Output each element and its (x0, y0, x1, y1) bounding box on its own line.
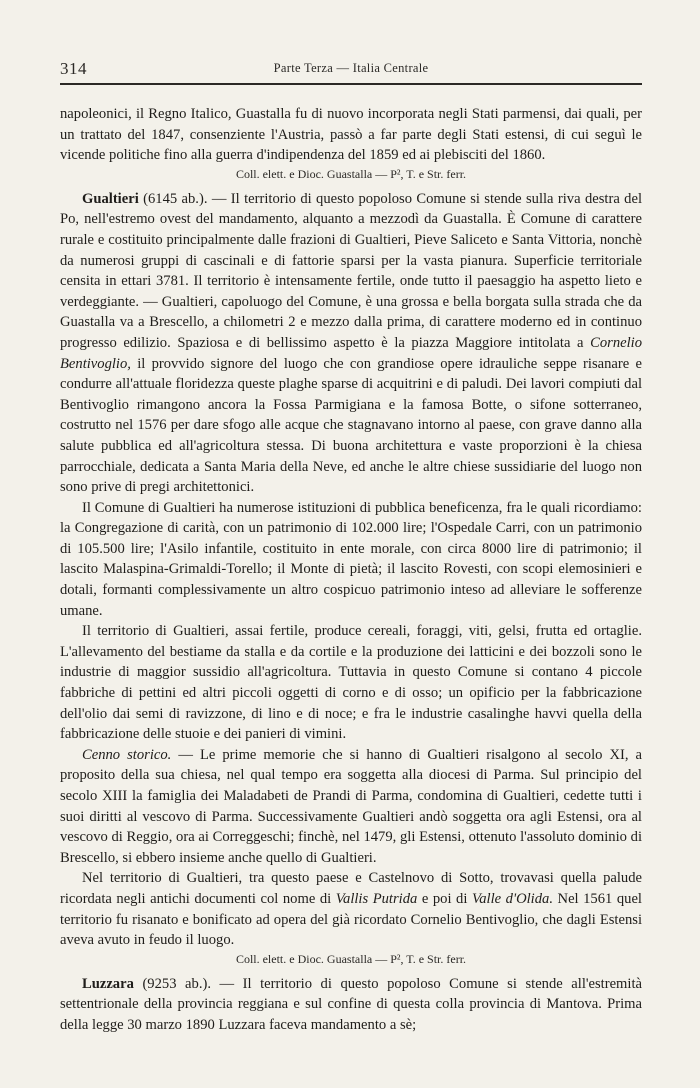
gualtieri-text-a: (6145 ab.). — Il territorio di questo popoloso Comune si stende sulla riva destra del Po, nell'estremo ovest del mandamento, alquanto a mezzodì da Guastalla. È Comune di carattere rurale e costituito principalmente dalle frazioni di Gualtieri, Pieve Saliceto e Santa Vittoria, nonchè da numerosi gruppi di cascinali e di fattorie sparsi per la vasta pianura. Superficie territoriale censita in ettari 3781. Il territorio è intensamente fertile, onde tutto il paesaggio ha aspetto lieto e verdeggiante. — Gualtieri, capoluogo del Comune, è una grossa e bella borgata sulla strada che da Guastalla va a Brescello, a chilometri 2 e mezzo dalla prima, di carattere moderno ed in continuo progresso edilizio. Spaziosa e di bellissimo aspetto è la piazza Maggiore intitolata a (60, 190, 642, 351)
luzzara-text: (9253 ab.). — Il territorio di questo popoloso Comune si stende all'estremità settentrionale della provincia reggiana e sul confine di questa colla provincia di Mantova. Prima della legge 30 marzo 1890 Luzzara faceva mandamento a sè; (60, 975, 642, 1033)
valle-olida: Valle d'Olida. (471, 890, 553, 907)
gualtieri-paragraph-1 (60, 189, 642, 498)
header-rule (60, 83, 642, 85)
gualtieri-title: Gualtieri (82, 190, 139, 207)
vallis-putrida: Vallis Putrida (335, 890, 418, 907)
gualtieri-paragraph-5 (60, 868, 642, 950)
gualtieri-paragraph-2: Il Comune di Gualtieri ha numerose istituzioni di pubblica beneficenza, fra le quali ricordiamo: la Congregazione di carità, con un patrimonio di 102.000 lire; l'Ospedale Carri, con un patrimonio di 105.500 lire; l'Asilo infantile, costituito in ente morale, con circa 8000 lire di patrimonio; il lascito Malaspina-Grimaldi-Torello; il Monte di pietà; il lascito Rovesti, con scopi elemosinieri e dotali, formanti complessivamente un altro cospicuo patrimonio inteso ad alleviare le sofferenze umane. (60, 499, 642, 619)
luzzara-paragraph (60, 974, 642, 1036)
intro-paragraph: napoleonici, il Regno Italico, Guastalla fu di nuovo incorporata negli Stati parmensi, dai quali, per un trattato del 1847, consenziente l'Austria, passò a far parte degli Stati estensi, di cui seguì le vicende politiche fino alla guerra d'indipendenza del 1859 ed ai plebisciti del 1860. (60, 106, 642, 164)
cenno-storico-text: — Le prime memorie che si hanno di Gualtieri risalgono al secolo XI, a proposito della sua chiesa, nel qual tempo era soggetta alla diocesi di Parma. Sul principio del secolo XIII la famiglia dei Maladabeti de Prandi di Parma, condomina di Gualtieri, cedette tutti i suoi diritti al vescovo di Parma. Successivamente Gualtieri andò soggetta ora agli Estensi, ora al vescovo di Reggio, ora ai Correggeschi; finchè, nel 1479, gli Estensi, ottenuto l'assoluto dominio di Brescello, si ebbero insieme anche quello di Gualtieri. (60, 746, 642, 866)
palude-text-a: Nel territorio di Gualtieri, tra questo paese e Castelnovo di Sotto, trovavasi quella palude ricordata negli antichi documenti col nome di (60, 870, 642, 907)
cenno-storico-label: Cenno storico. (82, 746, 172, 763)
running-title: Parte Terza — Italia Centrale (273, 61, 429, 75)
bentivoglio-name: Cornelio Bentivoglio, (60, 334, 642, 372)
gualtieri-paragraph-4 (60, 745, 642, 869)
gualtieri-reference: Coll. elett. e Dioc. Guastalla — P², T. e Str. ferr. (235, 951, 467, 966)
intro-reference: Coll. elett. e Dioc. Guastalla — P², T. e Str. ferr. (235, 166, 467, 181)
gualtieri-paragraph-3: Il territorio di Gualtieri, assai fertile, produce cereali, foraggi, viti, gelsi, frutta ed ortaglie. L'allevamento del bestiame da stalla e da cortile e la produzione dei latticini e dei bozzoli sono le industrie di maggior sussidio all'agricoltura. Tuttavia in questo Comune si contano 4 piccole fabbriche di pettini ed altri piccoli oggetti di corno e di osso; un opificio per la fabbricazione dell'olio dai semi di ravizzone, di lino e di noce; e fra le industrie casalinghe havvi quella della fabbricazione delle stuoie e dei panieri di vimini. (60, 623, 642, 743)
gualtieri-text-b: il provvido signore del luogo che con grandiose opere idrauliche seppe risanare e condurre all'attuale floridezza queste plaghe sparse di acquitrini e di paludi. Dei lavori compiuti dal Bentivoglio rimangono ancora la Fossa Parmigiana e la famosa Botte, o sifone sotterraneo, costrutto nel 1576 per dare sfogo alle acque che stagnavano intorno al paese, con grave danno alla salute pubblica ed all'agricoltura stessa. Di buona architettura e vaste proporzioni è la chiesa parrocchiale, dedicata a Santa Maria della Neve, ed anche le altre chiese sussidiarie del luogo non sono prive di pregi architettonici. (60, 355, 642, 496)
luzzara-title: Luzzara (82, 975, 134, 992)
palude-text-b: e poi di (417, 890, 472, 907)
page-number: 314 (60, 59, 87, 78)
palude-text-c: Nel 1561 quel territorio fu risanato e bonificato ad opera del già ricordato Cornelio Bentivoglio, che dagli Estensi aveva avuto in feudo il luogo. (60, 890, 642, 949)
body-text (60, 104, 642, 1036)
page-header (60, 58, 642, 80)
